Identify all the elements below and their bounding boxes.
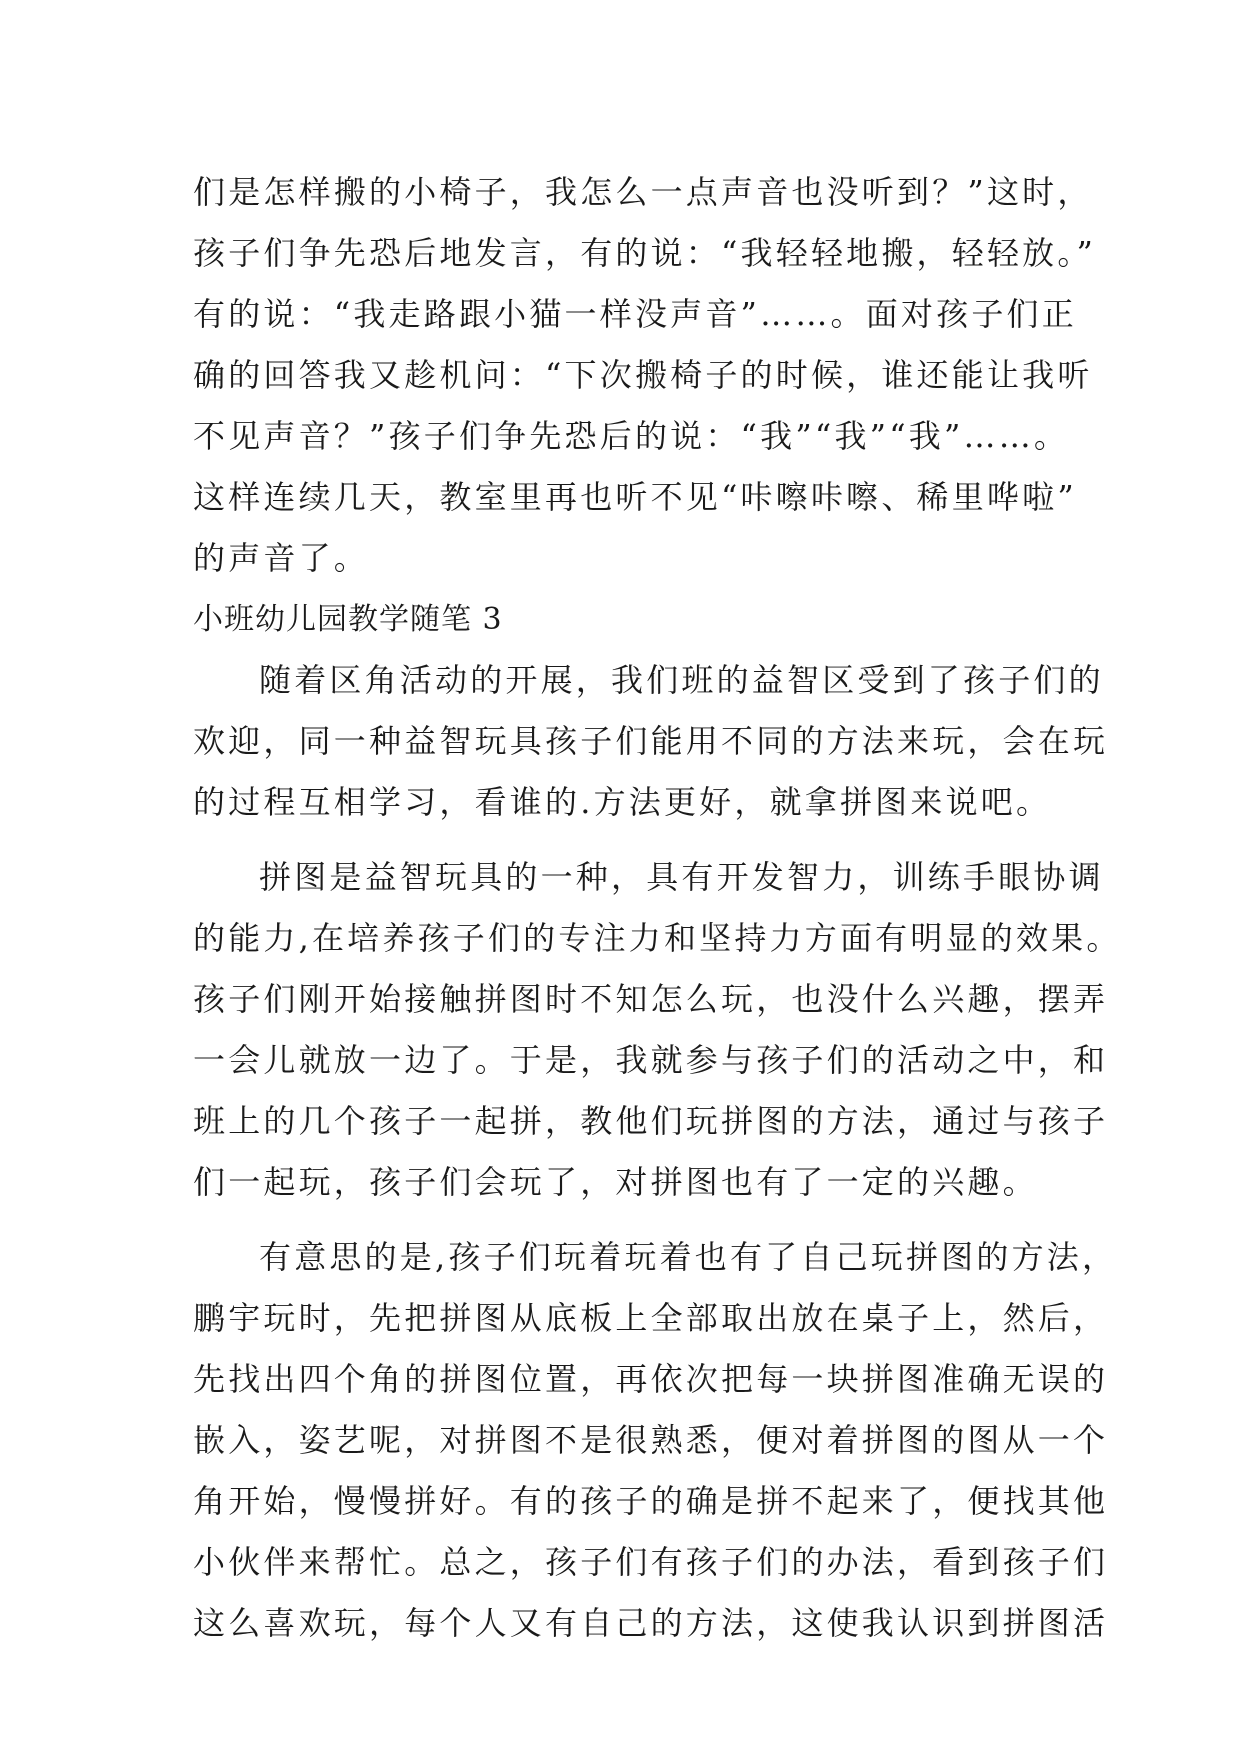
text-line: 的能力,在培养孩子们的专注力和坚持力方面有明显的效果。 [193,919,1122,957]
continuation-paragraph [193,162,1097,589]
text-line: 有的说：“我走路跟小猫一样没声音”……。面对孩子们正 [193,295,1077,333]
paragraph-2 [193,847,1122,1213]
text-line: 的声音了。 [193,539,370,577]
text-line: 随着区角活动的开展，我们班的益智区受到了孩子们的 [259,661,1104,699]
text-line: 孩子们争先恐后地发言，有的说：“我轻轻地搬，轻轻放。” [193,234,1097,272]
text-line: 孩子们刚开始接触拼图时不知怎么玩，也没什么兴趣，摆弄 [193,980,1109,1018]
text-line: 这么喜欢玩，每个人又有自己的方法，这使我认识到拼图活 [193,1604,1109,1642]
text-line: 确的回答我又趁机问：“下次搬椅子的时候，谁还能让我听 [193,356,1093,394]
paragraph-3 [193,1227,1118,1654]
section-title: 小班幼儿园教学随笔 3 [193,602,503,637]
paragraph-gap [193,1213,1053,1227]
text-line: 有意思的是,孩子们玩着玩着也有了自己玩拼图的方法， [259,1238,1118,1276]
text-line: 角开始，慢慢拼好。有的孩子的确是拼不起来了，便找其他 [193,1482,1109,1520]
text-line: 嵌入，姿艺呢，对拼图不是很熟悉，便对着拼图的图从一个 [193,1421,1109,1459]
text-line: 这样连续几天，教室里再也听不见“咔嚓咔嚓、稀里哗啦” [193,478,1077,516]
paragraph-gap [193,833,1053,847]
text-line: 们一起玩，孩子们会玩了，对拼图也有了一定的兴趣。 [193,1163,1038,1201]
text-line: 一会儿就放一边了。于是，我就参与孩子们的活动之中，和 [193,1041,1109,1079]
text-line: 先找出四个角的拼图位置，再依次把每一块拼图准确无误的 [193,1360,1109,1398]
paragraph-1 [193,650,1109,833]
text-line: 的过程互相学习，看谁的.方法更好，就拿拼图来说吧。 [193,783,1052,821]
text-line: 小伙伴来帮忙。总之，孩子们有孩子们的办法，看到孩子们 [193,1543,1109,1581]
text-line: 不见声音？”孩子们争先恐后的说：“我”“我”“我”……。 [193,417,1070,455]
text-line: 班上的几个孩子一起拼，教他们玩拼图的方法，通过与孩子 [193,1102,1109,1140]
text-line: 们是怎样搬的小椅子，我怎么一点声音也没听到？”这时， [193,173,1093,211]
text-line: 拼图是益智玩具的一种，具有开发智力，训练手眼协调 [259,858,1104,896]
document-page [193,162,1122,1654]
text-line: 鹏宇玩时，先把拼图从底板上全部取出放在桌子上，然后， [193,1299,1109,1337]
text-line: 欢迎，同一种益智玩具孩子们能用不同的方法来玩，会在玩 [193,722,1109,760]
